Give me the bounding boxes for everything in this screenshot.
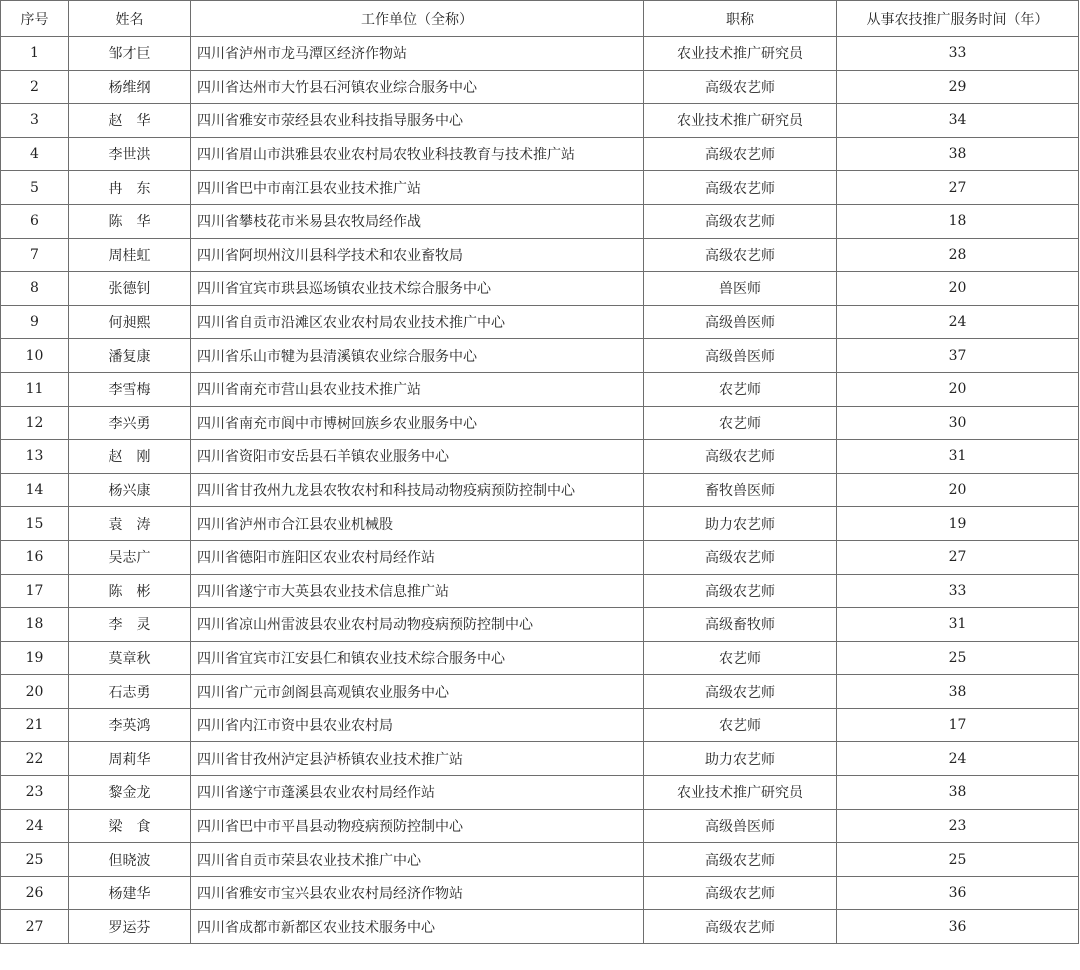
cell-service-years: 38 xyxy=(837,675,1079,709)
cell-serial-number: 2 xyxy=(1,70,69,104)
table-row xyxy=(1,910,1079,944)
cell-serial-number: 7 xyxy=(1,238,69,272)
cell-job-title: 农艺师 xyxy=(644,406,837,440)
table-row xyxy=(1,473,1079,507)
table-row xyxy=(1,305,1079,339)
header-work-unit: 工作单位（全称） xyxy=(191,1,644,37)
table-row xyxy=(1,137,1079,171)
cell-serial-number: 21 xyxy=(1,708,69,742)
cell-serial-number: 3 xyxy=(1,104,69,138)
cell-job-title: 高级农艺师 xyxy=(644,843,837,877)
cell-job-title: 高级兽医师 xyxy=(644,339,837,373)
cell-serial-number: 19 xyxy=(1,641,69,675)
table-row xyxy=(1,406,1079,440)
cell-name: 李 灵 xyxy=(69,608,191,642)
cell-service-years: 31 xyxy=(837,608,1079,642)
cell-job-title: 农艺师 xyxy=(644,708,837,742)
cell-name: 罗运芬 xyxy=(69,910,191,944)
cell-service-years: 27 xyxy=(837,171,1079,205)
cell-name: 赵 华 xyxy=(69,104,191,138)
cell-serial-number: 13 xyxy=(1,440,69,474)
cell-serial-number: 20 xyxy=(1,675,69,709)
cell-work-unit: 四川省乐山市犍为县清溪镇农业综合服务中心 xyxy=(191,339,644,373)
cell-name: 杨兴康 xyxy=(69,473,191,507)
cell-name: 赵 刚 xyxy=(69,440,191,474)
cell-work-unit: 四川省宜宾市江安县仁和镇农业技术综合服务中心 xyxy=(191,641,644,675)
cell-service-years: 30 xyxy=(837,406,1079,440)
cell-job-title: 畜牧兽医师 xyxy=(644,473,837,507)
cell-service-years: 38 xyxy=(837,137,1079,171)
cell-job-title: 高级畜牧师 xyxy=(644,608,837,642)
cell-service-years: 31 xyxy=(837,440,1079,474)
cell-job-title: 高级农艺师 xyxy=(644,876,837,910)
cell-work-unit: 四川省自贡市沿滩区农业农村局农业技术推广中心 xyxy=(191,305,644,339)
cell-serial-number: 24 xyxy=(1,809,69,843)
cell-job-title: 高级兽医师 xyxy=(644,809,837,843)
cell-work-unit: 四川省泸州市合江县农业机械股 xyxy=(191,507,644,541)
table-row xyxy=(1,809,1079,843)
table-row xyxy=(1,641,1079,675)
table-row xyxy=(1,708,1079,742)
header-name: 姓名 xyxy=(69,1,191,37)
table-row xyxy=(1,507,1079,541)
header-service-years: 从事农技推广服务时间（年） xyxy=(837,1,1079,37)
cell-serial-number: 26 xyxy=(1,876,69,910)
table-row xyxy=(1,339,1079,373)
cell-job-title: 农业技术推广研究员 xyxy=(644,776,837,810)
cell-work-unit: 四川省资阳市安岳县石羊镇农业服务中心 xyxy=(191,440,644,474)
cell-work-unit: 四川省宜宾市珙县巡场镇农业技术综合服务中心 xyxy=(191,272,644,306)
cell-service-years: 23 xyxy=(837,809,1079,843)
cell-work-unit: 四川省巴中市平昌县动物疫病预防控制中心 xyxy=(191,809,644,843)
cell-serial-number: 15 xyxy=(1,507,69,541)
header-job-title: 职称 xyxy=(644,1,837,37)
cell-name: 陈 彬 xyxy=(69,574,191,608)
cell-work-unit: 四川省甘孜州泸定县泸桥镇农业技术推广站 xyxy=(191,742,644,776)
cell-serial-number: 23 xyxy=(1,776,69,810)
cell-service-years: 33 xyxy=(837,574,1079,608)
cell-job-title: 助力农艺师 xyxy=(644,507,837,541)
cell-serial-number: 4 xyxy=(1,137,69,171)
cell-work-unit: 四川省成都市新都区农业技术服务中心 xyxy=(191,910,644,944)
table-row xyxy=(1,675,1079,709)
cell-name: 杨建华 xyxy=(69,876,191,910)
cell-job-title: 高级农艺师 xyxy=(644,238,837,272)
table-row xyxy=(1,440,1079,474)
cell-job-title: 高级农艺师 xyxy=(644,204,837,238)
cell-name: 梁 食 xyxy=(69,809,191,843)
cell-job-title: 高级农艺师 xyxy=(644,137,837,171)
cell-job-title: 农艺师 xyxy=(644,641,837,675)
cell-serial-number: 17 xyxy=(1,574,69,608)
cell-service-years: 36 xyxy=(837,910,1079,944)
cell-service-years: 38 xyxy=(837,776,1079,810)
cell-service-years: 17 xyxy=(837,708,1079,742)
cell-service-years: 27 xyxy=(837,540,1079,574)
cell-name: 杨维纲 xyxy=(69,70,191,104)
cell-job-title: 农艺师 xyxy=(644,372,837,406)
cell-work-unit: 四川省雅安市宝兴县农业农村局经济作物站 xyxy=(191,876,644,910)
cell-job-title: 高级农艺师 xyxy=(644,910,837,944)
cell-job-title: 兽医师 xyxy=(644,272,837,306)
table-row xyxy=(1,104,1079,138)
cell-service-years: 20 xyxy=(837,272,1079,306)
cell-name: 周莉华 xyxy=(69,742,191,776)
cell-service-years: 28 xyxy=(837,238,1079,272)
cell-name: 潘复康 xyxy=(69,339,191,373)
table-row xyxy=(1,776,1079,810)
cell-work-unit: 四川省遂宁市大英县农业技术信息推广站 xyxy=(191,574,644,608)
cell-job-title: 高级农艺师 xyxy=(644,675,837,709)
cell-name: 冉 东 xyxy=(69,171,191,205)
cell-name: 周桂虹 xyxy=(69,238,191,272)
cell-work-unit: 四川省达州市大竹县石河镇农业综合服务中心 xyxy=(191,70,644,104)
cell-service-years: 25 xyxy=(837,843,1079,877)
cell-serial-number: 27 xyxy=(1,910,69,944)
header-row xyxy=(1,1,1079,37)
cell-name: 何昶熙 xyxy=(69,305,191,339)
table-row xyxy=(1,70,1079,104)
table-row xyxy=(1,742,1079,776)
cell-job-title: 农业技术推广研究员 xyxy=(644,104,837,138)
cell-serial-number: 25 xyxy=(1,843,69,877)
cell-service-years: 29 xyxy=(837,70,1079,104)
cell-work-unit: 四川省内江市资中县农业农村局 xyxy=(191,708,644,742)
cell-work-unit: 四川省泸州市龙马潭区经济作物站 xyxy=(191,37,644,71)
cell-work-unit: 四川省甘孜州九龙县农牧农村和科技局动物疫病预防控制中心 xyxy=(191,473,644,507)
cell-serial-number: 9 xyxy=(1,305,69,339)
cell-service-years: 24 xyxy=(837,305,1079,339)
cell-name: 张德钊 xyxy=(69,272,191,306)
table-row xyxy=(1,37,1079,71)
table-row xyxy=(1,272,1079,306)
cell-service-years: 24 xyxy=(837,742,1079,776)
cell-service-years: 36 xyxy=(837,876,1079,910)
cell-name: 陈 华 xyxy=(69,204,191,238)
cell-serial-number: 5 xyxy=(1,171,69,205)
cell-serial-number: 8 xyxy=(1,272,69,306)
cell-name: 李雪梅 xyxy=(69,372,191,406)
cell-job-title: 高级兽医师 xyxy=(644,305,837,339)
cell-work-unit: 四川省德阳市旌阳区农业农村局经作站 xyxy=(191,540,644,574)
cell-job-title: 助力农艺师 xyxy=(644,742,837,776)
cell-serial-number: 14 xyxy=(1,473,69,507)
cell-name: 袁 涛 xyxy=(69,507,191,541)
cell-work-unit: 四川省南充市营山县农业技术推广站 xyxy=(191,372,644,406)
table-row xyxy=(1,540,1079,574)
cell-work-unit: 四川省阿坝州汶川县科学技术和农业畜牧局 xyxy=(191,238,644,272)
cell-name: 黎金龙 xyxy=(69,776,191,810)
cell-name: 石志勇 xyxy=(69,675,191,709)
cell-work-unit: 四川省雅安市荥经县农业科技指导服务中心 xyxy=(191,104,644,138)
cell-name: 吴志广 xyxy=(69,540,191,574)
table-row xyxy=(1,843,1079,877)
cell-serial-number: 18 xyxy=(1,608,69,642)
cell-job-title: 高级农艺师 xyxy=(644,574,837,608)
cell-work-unit: 四川省攀枝花市米易县农牧局经作战 xyxy=(191,204,644,238)
cell-name: 李世洪 xyxy=(69,137,191,171)
table-body xyxy=(1,37,1079,944)
cell-service-years: 20 xyxy=(837,372,1079,406)
cell-work-unit: 四川省巴中市南江县农业技术推广站 xyxy=(191,171,644,205)
cell-service-years: 19 xyxy=(837,507,1079,541)
cell-name: 但晓波 xyxy=(69,843,191,877)
cell-serial-number: 12 xyxy=(1,406,69,440)
cell-work-unit: 四川省遂宁市蓬溪县农业农村局经作站 xyxy=(191,776,644,810)
cell-service-years: 20 xyxy=(837,473,1079,507)
cell-service-years: 25 xyxy=(837,641,1079,675)
cell-work-unit: 四川省凉山州雷波县农业农村局动物疫病预防控制中心 xyxy=(191,608,644,642)
cell-work-unit: 四川省广元市剑阁县高观镇农业服务中心 xyxy=(191,675,644,709)
cell-job-title: 高级农艺师 xyxy=(644,540,837,574)
cell-serial-number: 11 xyxy=(1,372,69,406)
cell-job-title: 农业技术推广研究员 xyxy=(644,37,837,71)
cell-service-years: 33 xyxy=(837,37,1079,71)
cell-job-title: 高级农艺师 xyxy=(644,70,837,104)
cell-service-years: 34 xyxy=(837,104,1079,138)
table-row xyxy=(1,372,1079,406)
table-row xyxy=(1,171,1079,205)
table-row xyxy=(1,574,1079,608)
cell-serial-number: 22 xyxy=(1,742,69,776)
cell-serial-number: 6 xyxy=(1,204,69,238)
cell-job-title: 高级农艺师 xyxy=(644,440,837,474)
cell-serial-number: 1 xyxy=(1,37,69,71)
cell-name: 李兴勇 xyxy=(69,406,191,440)
cell-work-unit: 四川省眉山市洪雅县农业农村局农牧业科技教育与技术推广站 xyxy=(191,137,644,171)
table-row xyxy=(1,608,1079,642)
cell-name: 莫章秋 xyxy=(69,641,191,675)
cell-job-title: 高级农艺师 xyxy=(644,171,837,205)
cell-work-unit: 四川省自贡市荣县农业技术推广中心 xyxy=(191,843,644,877)
cell-service-years: 18 xyxy=(837,204,1079,238)
cell-name: 邹才巨 xyxy=(69,37,191,71)
table-row xyxy=(1,876,1079,910)
cell-serial-number: 10 xyxy=(1,339,69,373)
cell-service-years: 37 xyxy=(837,339,1079,373)
table-row xyxy=(1,238,1079,272)
cell-serial-number: 16 xyxy=(1,540,69,574)
cell-name: 李英鸿 xyxy=(69,708,191,742)
cell-work-unit: 四川省南充市阆中市博树回族乡农业服务中心 xyxy=(191,406,644,440)
header-serial-number: 序号 xyxy=(1,1,69,37)
table-row xyxy=(1,204,1079,238)
